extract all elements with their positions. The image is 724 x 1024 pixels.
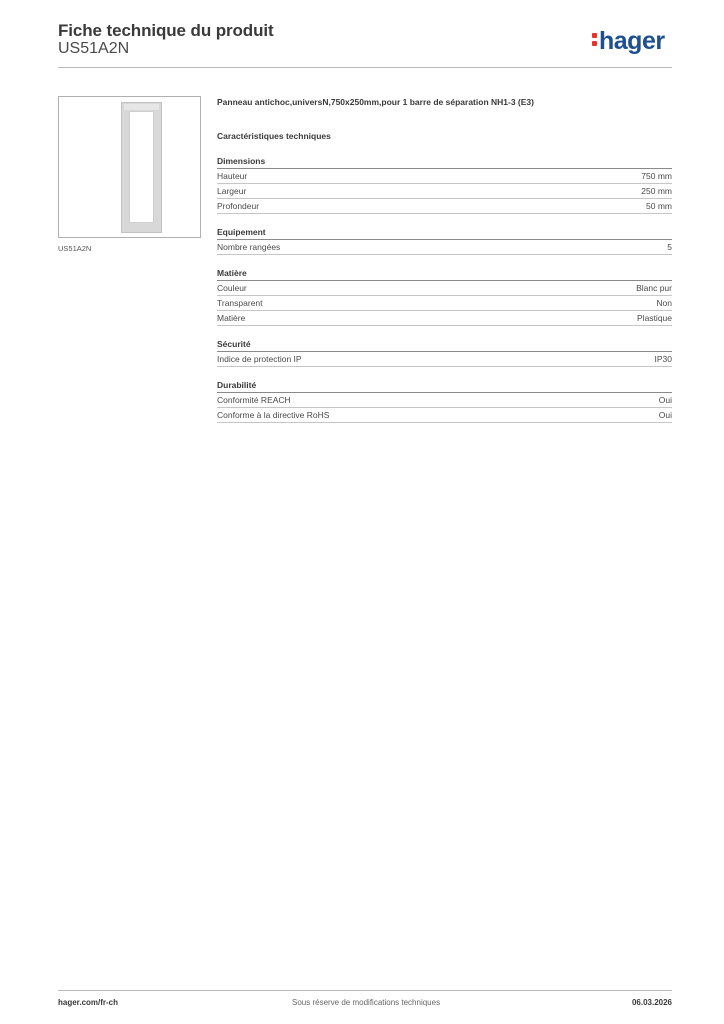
spec-row [217,393,672,408]
logo-dots-icon [592,32,598,48]
spec-value: 250 mm [641,186,672,196]
spec-value: 5 [667,242,672,252]
spec-value: Blanc pur [636,283,672,293]
spec-row [217,184,672,199]
spec-label: Transparent [217,298,263,308]
spec-content [217,95,672,423]
spec-group-durabilite [217,378,672,423]
product-image [58,96,201,238]
group-title: Sécurité [217,337,672,352]
spec-label: Nombre rangées [217,242,281,252]
spec-label: Hauteur [217,171,248,181]
footer-website: hager.com/fr-ch [58,998,119,1007]
group-title: Dimensions [217,154,672,169]
spec-value: Oui [658,410,672,420]
logo-text: hager [599,27,665,55]
footer-date: 06.03.2026 [631,998,672,1007]
spec-row [217,311,672,326]
spec-value: IP30 [654,354,672,364]
product-code: US51A2N [58,40,130,57]
spec-group-securite [217,337,672,367]
panel-opening [129,111,154,223]
spec-row [217,240,672,255]
group-title: Equipement [217,225,672,240]
spec-value: 50 mm [646,201,672,211]
spec-group-equipement [217,225,672,255]
product-description: Panneau antichoc,universN,750x250mm,pour 1 barre de séparation NH1-3 (E3) [217,97,534,107]
spec-label: Conforme à la directive RoHS [217,410,330,420]
spec-value: Oui [658,395,672,405]
spec-row [217,199,672,214]
spec-value: Non [656,298,672,308]
spec-row [217,352,672,367]
spec-row [217,296,672,311]
spec-label: Largeur [217,186,247,196]
hager-logo [592,26,665,56]
spec-label: Profondeur [217,201,260,211]
spec-value: 750 mm [641,171,672,181]
footer-divider [58,990,672,991]
image-caption: US51A2N [58,244,92,253]
header-divider [58,67,672,68]
group-title: Durabilité [217,378,672,393]
panel-top-edge [124,104,159,110]
spec-row [217,169,672,184]
spec-label: Conformité REACH [217,395,291,405]
panel-illustration [121,102,162,233]
spec-label: Indice de protection IP [217,354,302,364]
spec-group-dimensions [217,154,672,214]
spec-label: Matière [217,313,246,323]
footer-disclaimer: Sous réserve de modifications techniques [292,998,441,1007]
page-title: Fiche technique du produit [58,21,274,40]
spec-value: Plastique [637,313,672,323]
spec-group-matiere [217,266,672,326]
spec-label: Couleur [217,283,247,293]
section-title: Caractéristiques techniques [217,131,331,141]
spec-row [217,408,672,423]
group-title: Matière [217,266,672,281]
spec-row [217,281,672,296]
